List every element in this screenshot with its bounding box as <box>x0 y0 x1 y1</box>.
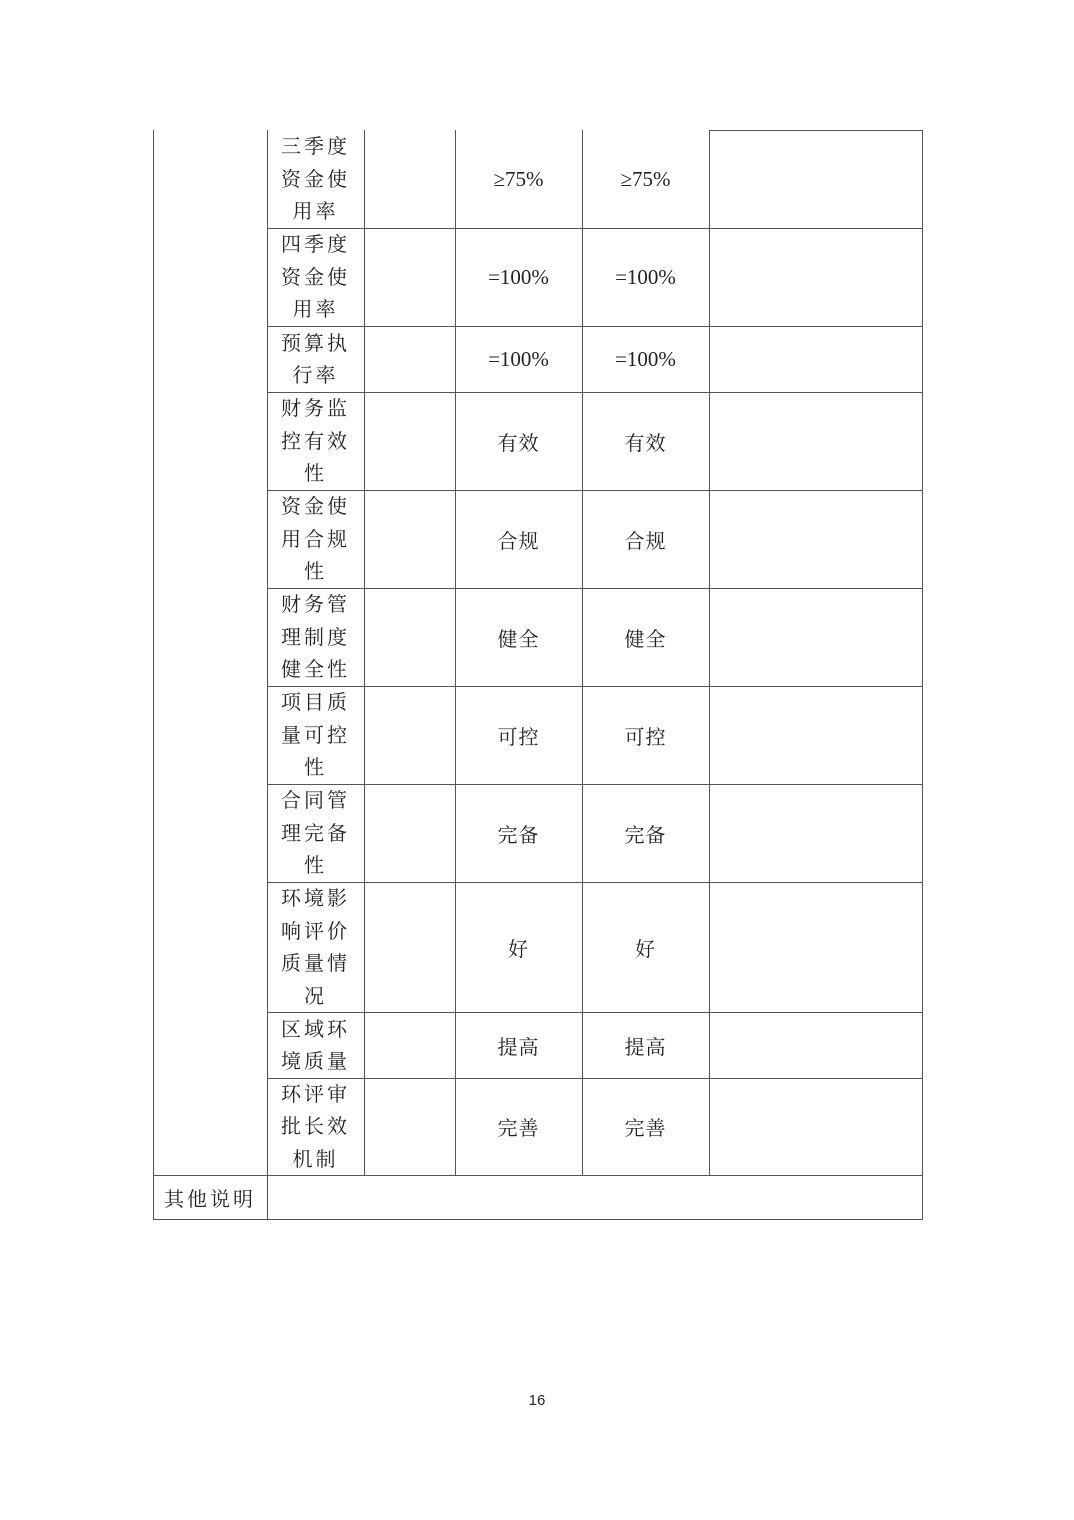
target-value-cell <box>455 686 582 784</box>
actual-value-cell <box>582 882 709 1012</box>
actual-value-cell <box>582 1078 709 1175</box>
indicator-value-cell <box>364 784 455 882</box>
target-value-cell <box>455 326 582 392</box>
table-border <box>153 130 154 1220</box>
actual-value-cell <box>582 1012 709 1078</box>
page-number: 16 <box>528 1392 546 1409</box>
target-value-cell <box>455 784 582 882</box>
table-border <box>267 228 923 229</box>
table-border <box>267 326 923 327</box>
indicator-value-cell <box>364 588 455 686</box>
table-border <box>267 1012 923 1013</box>
indicator-value-cell <box>364 882 455 1012</box>
actual-value-cell <box>582 490 709 588</box>
target-value: ≥75% <box>493 166 544 191</box>
actual-value: ≥75% <box>620 166 671 191</box>
target-value-cell <box>455 392 582 490</box>
actual-value: 合规 <box>624 528 667 553</box>
actual-value-cell <box>582 588 709 686</box>
indicator-cell <box>267 490 364 588</box>
target-value: 健全 <box>497 626 540 651</box>
indicator-cell <box>267 228 364 326</box>
indicator-value-cell <box>364 1012 455 1078</box>
target-value: 可控 <box>497 724 540 749</box>
table-border <box>709 130 923 131</box>
indicator-cell <box>267 1012 364 1078</box>
table-border <box>922 130 923 1220</box>
target-value-cell <box>455 882 582 1012</box>
note-cell <box>709 784 922 882</box>
actual-value: =100% <box>615 346 676 371</box>
indicator-value-cell <box>364 490 455 588</box>
indicator-cell <box>267 588 364 686</box>
target-value: 完备 <box>497 822 540 847</box>
indicator-label: 财务监控有效性 <box>281 396 350 486</box>
other-notes-label: 其他说明 <box>164 1186 256 1211</box>
table-border <box>364 130 365 1176</box>
indicator-cell <box>267 326 364 392</box>
indicator-cell <box>267 1078 364 1175</box>
table-border <box>267 882 923 883</box>
target-value: 好 <box>508 936 529 961</box>
actual-value: 提高 <box>624 1034 667 1059</box>
note-cell <box>709 130 922 228</box>
indicator-value-cell <box>364 686 455 784</box>
indicator-label: 预算执行率 <box>281 330 350 387</box>
indicator-label: 区域环境质量 <box>281 1016 350 1073</box>
actual-value: 好 <box>635 936 656 961</box>
note-cell <box>709 490 922 588</box>
actual-value-cell <box>582 326 709 392</box>
indicator-label: 三季度资金使用率 <box>281 134 350 224</box>
table-border <box>267 490 923 491</box>
table-border <box>582 130 583 1176</box>
indicator-label: 财务管理制度健全性 <box>281 592 350 682</box>
actual-value: 有效 <box>624 430 667 455</box>
note-cell <box>709 326 922 392</box>
target-value: 完善 <box>497 1116 540 1140</box>
actual-value-cell <box>582 686 709 784</box>
table-border <box>267 588 923 589</box>
indicator-cell <box>267 392 364 490</box>
actual-value-cell <box>582 228 709 326</box>
note-cell <box>709 588 922 686</box>
table-border <box>267 686 923 687</box>
note-cell <box>709 392 922 490</box>
target-value: 合规 <box>497 528 540 553</box>
indicator-value-cell <box>364 326 455 392</box>
table-border <box>455 130 456 1176</box>
target-value-cell <box>455 130 582 228</box>
table-border <box>709 130 710 1176</box>
target-value: =100% <box>488 264 549 289</box>
indicator-label: 合同管理完备性 <box>281 788 350 878</box>
table-border <box>267 784 923 785</box>
actual-value-cell <box>582 784 709 882</box>
target-value-cell <box>455 1078 582 1175</box>
note-cell <box>709 882 922 1012</box>
actual-value: 可控 <box>624 724 667 749</box>
target-value: 提高 <box>497 1034 540 1059</box>
indicator-value-cell <box>364 1078 455 1175</box>
note-cell <box>709 686 922 784</box>
indicator-value-cell <box>364 392 455 490</box>
indicator-label: 环评审批长效机制 <box>281 1081 350 1171</box>
indicator-cell <box>267 882 364 1012</box>
table-border <box>267 392 923 393</box>
table-border <box>153 1219 923 1220</box>
indicator-label: 四季度资金使用率 <box>281 232 350 322</box>
target-value-cell <box>455 588 582 686</box>
indicator-label: 环境影响评价质量情况 <box>281 886 350 1008</box>
note-cell <box>709 228 922 326</box>
actual-value: 完备 <box>624 822 667 847</box>
table-border <box>267 1078 923 1079</box>
indicator-value-cell <box>364 228 455 326</box>
target-value: =100% <box>488 346 549 371</box>
table-border <box>153 1175 923 1176</box>
indicator-value-cell <box>364 130 455 228</box>
actual-value: 完善 <box>624 1116 667 1140</box>
other-notes-value-cell <box>267 1175 922 1219</box>
indicator-cell <box>267 130 364 228</box>
actual-value: =100% <box>615 264 676 289</box>
target-value-cell <box>455 1012 582 1078</box>
target-value: 有效 <box>497 430 540 455</box>
actual-value: 健全 <box>624 626 667 651</box>
note-cell <box>709 1012 922 1078</box>
note-cell <box>709 1078 922 1175</box>
target-value-cell <box>455 490 582 588</box>
target-value-cell <box>455 228 582 326</box>
actual-value-cell <box>582 392 709 490</box>
table-border <box>267 130 268 1220</box>
other-notes-label-cell <box>153 1175 267 1219</box>
indicator-cell <box>267 784 364 882</box>
indicator-label: 项目质量可控性 <box>281 690 350 780</box>
actual-value-cell <box>582 130 709 228</box>
indicator-label: 资金使用合规性 <box>281 494 350 584</box>
indicator-cell <box>267 686 364 784</box>
